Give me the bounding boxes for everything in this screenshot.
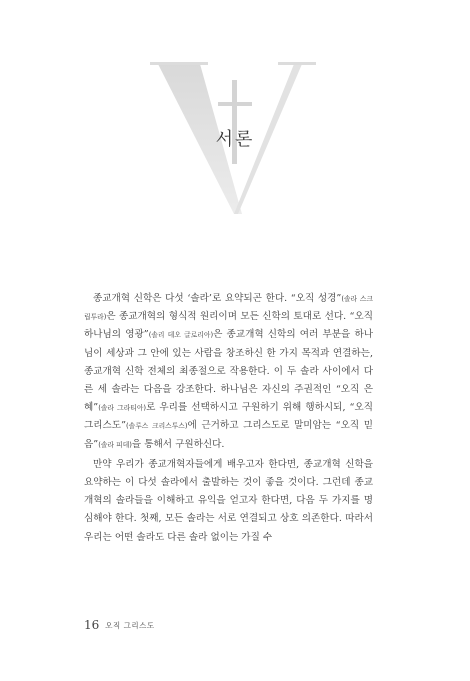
p1-gloss-4: (솔루스 크리스투스) (125, 422, 188, 431)
body-text (84, 290, 373, 547)
paragraph-1 (84, 290, 373, 454)
page-number: 16 (84, 618, 100, 632)
p1-text-4: 로 우리를 선택하시고 구원하기 위해 행하시되, “오직 그리스도” (84, 402, 373, 432)
p1-gloss-5: (솔라 피데) (98, 440, 132, 449)
page-footer (84, 618, 155, 632)
p1-text-2: 은 종교개혁의 형식적 원리이며 모든 신학의 토대로 선다. “오직 하나님의 영광” (84, 311, 373, 341)
paragraph-2: 만약 우리가 종교개혁자들에게 배우고자 한다면, 종교개혁 신학을 요약하는 이 다섯 솔라에서 출발하는 것이 좋을 것이다. 그런데 종교개혁의 솔라들을 이해하고 유익을 얻고자 한다면, 다음 두 가지를 명심해야 한다. 첫째, 모든 솔라는 서로 연결되고 상호 의존한다. 따라서 우리는 어떤 솔라도 다른 솔라 없이는 가질 수 (84, 458, 373, 543)
chapter-title: 서론 (215, 129, 255, 150)
running-book-title: 오직 그리스도 (105, 621, 155, 630)
p1-text-6: 을 통해서 구원하신다. (131, 438, 225, 450)
p1-text-3: 은 종교개혁 신학의 여러 부분을 하나님이 세상과 그 안에 있는 사람을 창조하신 한 가지 목적과 연결하는, 종교개혁 신학 전체의 최종절으로 작용한다. 이 두 솔라 사이에서 다른 세 솔라는 다음을 강조한다. 하나님은 자신의 주권적인 “오직 은혜” (84, 329, 373, 414)
p1-text-1: 종교개혁 신학은 다섯 ‘솔라’로 요약되곤 한다. “오직 성경” (93, 293, 342, 304)
p1-gloss-1: (솔라 스크립투라) (84, 295, 373, 322)
p1-text-5: 에 근거하고 그리스도로 말미암는 “오직 믿음” (84, 420, 373, 450)
p1-gloss-3: (솔라 그라티아) (98, 404, 147, 413)
p1-gloss-2: (솔리 데오 글로리아) (148, 331, 214, 340)
